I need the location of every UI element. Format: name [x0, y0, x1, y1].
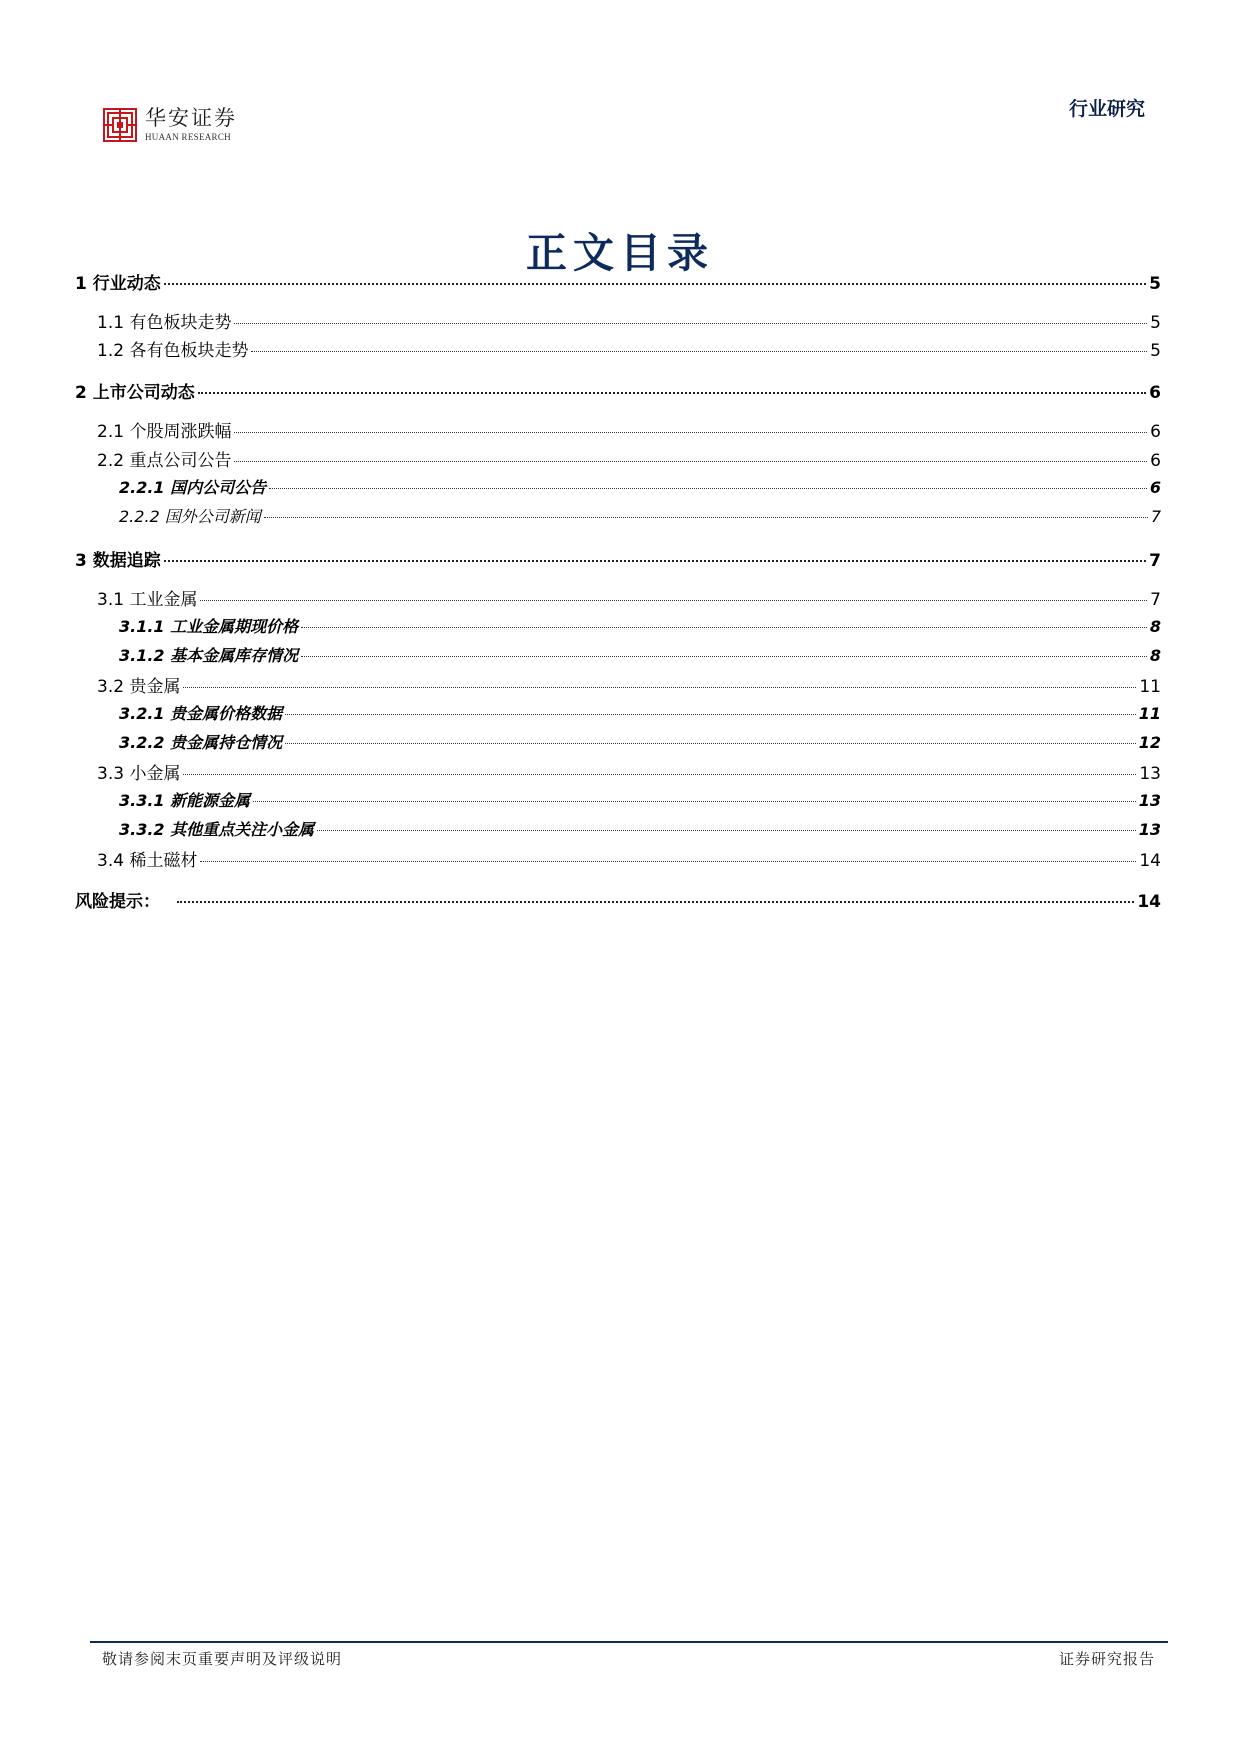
toc-dot-leader [264, 517, 1148, 518]
toc-page-number: 5 [1150, 341, 1161, 361]
toc-entry[interactable] [75, 336, 1161, 361]
toc-page-number: 14 [1139, 851, 1161, 871]
toc-entry-label: 3.2 贵金属 [97, 677, 181, 697]
toc-page-number: 12 [1138, 733, 1161, 752]
toc-entry[interactable] [75, 546, 1161, 571]
toc-dot-leader [177, 901, 1134, 903]
toc-entry-label: 3 数据追踪 [75, 551, 161, 571]
toc-entry-label: 风险提示： [75, 892, 160, 912]
toc-entry-label: 3.4 稀土磁材 [97, 851, 198, 871]
toc-entry-label: 1 行业动态 [75, 274, 161, 294]
toc-dot-leader [164, 283, 1146, 285]
toc-entry[interactable] [75, 672, 1161, 697]
toc-page-number: 7 [1149, 551, 1161, 571]
toc-entry-label: 2.2.2 国外公司新闻 [119, 507, 261, 526]
toc-page-number: 13 [1138, 791, 1161, 810]
logo-english-name: HUAAN RESEARCH [145, 132, 231, 142]
toc-entry[interactable] [75, 643, 1161, 666]
toc-entry-label: 3.2.2 贵金属持仓情况 [119, 733, 283, 752]
toc-entry[interactable] [75, 817, 1161, 840]
toc-dot-leader [269, 488, 1147, 489]
toc-entry[interactable] [75, 417, 1161, 442]
report-category: 行业研究 [1068, 98, 1145, 120]
toc-entry-label: 2.2.1 国内公司公告 [119, 478, 267, 497]
toc-entry[interactable] [75, 446, 1161, 471]
footer-disclaimer: 敬请参阅末页重要声明及评级说明 [102, 1650, 343, 1668]
toc-entry[interactable] [75, 701, 1161, 724]
toc-entry[interactable] [75, 504, 1161, 527]
toc-page-number: 13 [1139, 764, 1161, 784]
toc-page-number: 8 [1149, 617, 1161, 636]
page-title: 正文目录 [526, 229, 714, 277]
toc-entry[interactable] [75, 846, 1161, 871]
toc-entry[interactable] [75, 759, 1161, 784]
toc-entry[interactable] [75, 378, 1161, 403]
toc-page-number: 7 [1150, 507, 1161, 526]
toc-page-number: 6 [1150, 422, 1161, 442]
toc-page-number: 11 [1139, 677, 1161, 697]
toc-entry-label: 2 上市公司动态 [75, 383, 195, 403]
company-logo [103, 104, 237, 146]
toc-dot-leader [317, 830, 1136, 831]
toc-entry[interactable] [75, 475, 1161, 498]
toc-entry[interactable] [75, 269, 1161, 294]
toc-page-number: 6 [1149, 383, 1161, 403]
toc-dot-leader [251, 351, 1147, 352]
footer-report-type: 证券研究报告 [1058, 1650, 1155, 1668]
toc-page-number: 7 [1150, 590, 1161, 610]
toc-entry-label: 3.3.2 其他重点关注小金属 [119, 820, 315, 839]
toc-entry[interactable] [75, 308, 1161, 333]
toc-dot-leader [234, 432, 1147, 433]
toc-dot-leader [234, 323, 1147, 324]
huaan-seal-icon [103, 108, 137, 142]
toc-page-number: 11 [1138, 704, 1161, 723]
toc-dot-leader [301, 627, 1147, 628]
toc-dot-leader [253, 801, 1136, 802]
toc-dot-leader [285, 714, 1136, 715]
toc-entry-label: 3.1.2 基本金属库存情况 [119, 646, 299, 665]
toc-page-number: 5 [1150, 313, 1161, 333]
toc-entry-label: 3.1.1 工业金属期现价格 [119, 617, 299, 636]
toc-page-number: 6 [1149, 478, 1161, 497]
toc-entry-label: 3.3 小金属 [97, 764, 181, 784]
toc-dot-leader [183, 687, 1136, 688]
toc-entry-label: 3.1 工业金属 [97, 590, 198, 610]
toc-page-number: 6 [1150, 451, 1161, 471]
footer-divider [90, 1641, 1168, 1643]
toc-entry[interactable] [75, 887, 1161, 912]
toc-dot-leader [234, 461, 1147, 462]
toc-dot-leader [183, 774, 1136, 775]
toc-dot-leader [200, 861, 1136, 862]
toc-entry-label: 3.2.1 贵金属价格数据 [119, 704, 283, 723]
logo-chinese-name: 华安证券 [145, 106, 237, 130]
toc-entry-label: 2.1 个股周涨跌幅 [97, 422, 232, 442]
toc-page-number: 14 [1137, 892, 1161, 912]
toc-dot-leader [301, 656, 1147, 657]
toc-page-number: 5 [1149, 274, 1161, 294]
toc-dot-leader [285, 743, 1136, 744]
toc-entry-label: 3.3.1 新能源金属 [119, 791, 251, 810]
toc-entry[interactable] [75, 788, 1161, 811]
toc-entry-label: 1.1 有色板块走势 [97, 313, 232, 333]
toc-entry[interactable] [75, 730, 1161, 753]
toc-page-number: 13 [1138, 820, 1161, 839]
toc-dot-leader [200, 600, 1147, 601]
toc-dot-leader [164, 560, 1146, 562]
toc-entry-label: 2.2 重点公司公告 [97, 451, 232, 471]
toc-dot-leader [198, 392, 1146, 394]
toc-entry-label: 1.2 各有色板块走势 [97, 341, 249, 361]
toc-entry[interactable] [75, 614, 1161, 637]
toc-page-number: 8 [1149, 646, 1161, 665]
toc-entry[interactable] [75, 585, 1161, 610]
